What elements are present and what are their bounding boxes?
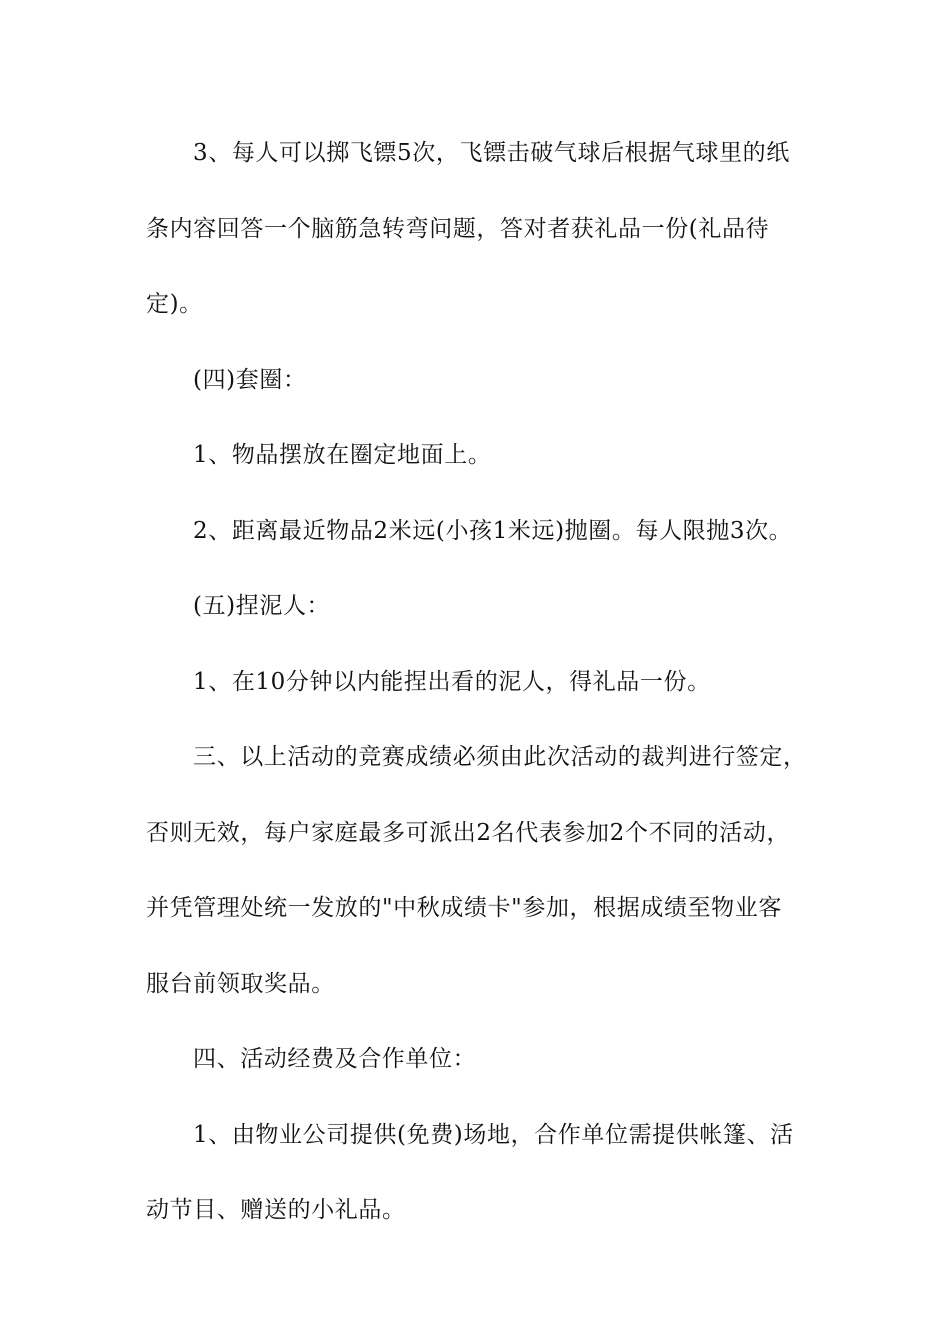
paragraph-line: 2、距离最近物品2米远(小孩1米远)抛圈。每人限抛3次。 — [193, 517, 793, 544]
paragraph-line: 服台前领取奖品。 — [146, 970, 335, 997]
paragraph-line: 定)。 — [146, 291, 203, 317]
paragraph-line: 动节目、赠送的小礼品。 — [146, 1197, 406, 1223]
paragraph-line: 1、由物业公司提供(免费)场地，合作单位需提供帐篷、活 — [193, 1121, 794, 1148]
section-heading: (四)套圈： — [193, 366, 307, 393]
paragraph-line: 并凭管理处统一发放的"中秋成绩卡"参加，根据成绩至物业客 — [146, 895, 782, 921]
section-heading: (五)捏泥人： — [193, 593, 331, 619]
paragraph-line: 1、在10分钟以内能捏出看的泥人，得礼品一份。 — [193, 668, 711, 695]
paragraph-line: 1、物品摆放在圈定地面上。 — [193, 442, 492, 468]
paragraph-line: 否则无效，每户家庭最多可派出2名代表参加2个不同的活动， — [146, 819, 791, 846]
paragraph-line: 三、以上活动的竞赛成绩必须由此次活动的裁判进行签定， — [193, 744, 807, 770]
document-body — [146, 128, 810, 1261]
paragraph-line: 条内容回答一个脑筋急转弯问题，答对者获礼品一份(礼品待 — [146, 215, 770, 242]
section-heading: 四、活动经费及合作单位： — [193, 1046, 477, 1072]
paragraph-line: 3、每人可以掷飞镖5次，飞镖击破气球后根据气球里的纸 — [193, 140, 790, 166]
